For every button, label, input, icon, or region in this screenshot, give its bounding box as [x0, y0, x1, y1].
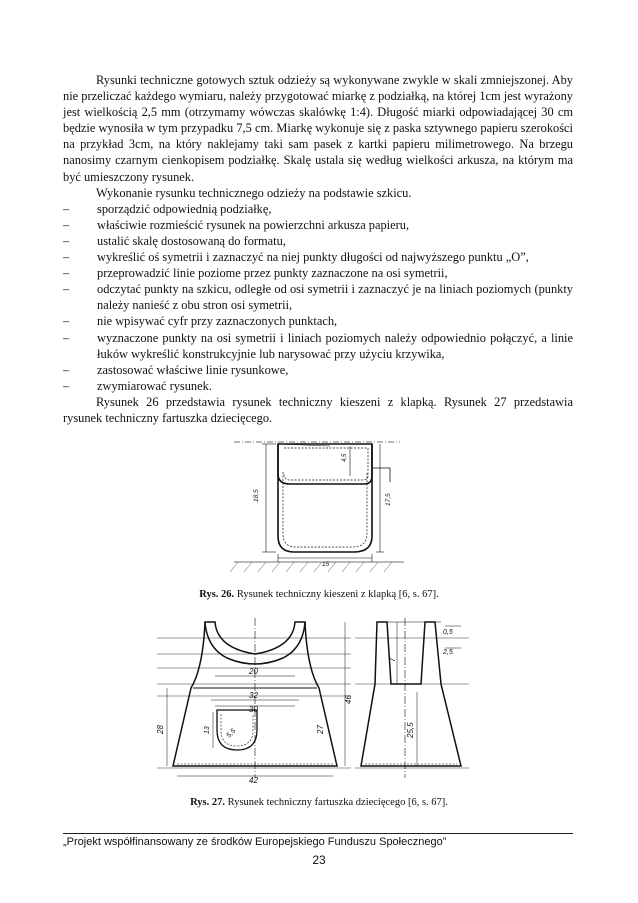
page-number: 23 [312, 853, 326, 867]
pocket-drawing [230, 432, 408, 580]
caption-label: Rys. 26. [199, 589, 235, 600]
list-item [63, 201, 573, 217]
dim-strap-b: 2,5 [443, 649, 453, 656]
list-item [63, 249, 573, 265]
list-item [63, 378, 573, 394]
list-dash: – [63, 362, 70, 377]
dim-bottom: 15 [322, 561, 330, 568]
list-dash: – [63, 250, 70, 265]
list-item [63, 362, 573, 378]
dim-back-side: 25,5 [406, 722, 415, 738]
list-item [63, 330, 573, 362]
procedure-list [63, 201, 573, 394]
body-text [63, 72, 573, 426]
list-item [63, 217, 573, 233]
paragraph-procedure-intro: Wykonanie rysunku technicznego odzieży na podstawie szkicu. [96, 185, 412, 200]
list-item-text: ustalić skalę dostosowaną do formatu, [97, 233, 286, 248]
figure-26-caption [0, 589, 638, 600]
list-dash: – [63, 282, 70, 297]
caption-label: Rys. 27. [190, 797, 225, 808]
caption-text: Rysunek techniczny fartuszka dziecięcego [6, s. 67]. [227, 797, 448, 808]
list-dash: – [63, 266, 70, 281]
list-item [63, 313, 573, 329]
dim-strap-a: 0,5 [443, 629, 453, 636]
list-dash: – [63, 217, 70, 232]
list-item-text: zwymiarować rysunek. [97, 378, 212, 393]
list-item-text: odczytać punkty na szkicu, odległe od osi symetrii i zaznaczyć je na liniach poziomych (punkty należy nanieść z obu stron osi symetrii, [97, 282, 573, 313]
dim-waist: 30 [249, 705, 258, 714]
list-dash: – [63, 330, 70, 345]
list-dash: – [63, 201, 70, 216]
dim-side: 28 [156, 725, 165, 734]
footer-text: „Projekt współfinansowany ze środków Europejskiego Funduszu Społecznego” [63, 836, 447, 848]
list-dash: – [63, 233, 70, 248]
dim-pocket-radius: 5,5 [225, 727, 238, 740]
dim-hem: 42 [249, 776, 258, 785]
list-item-text: wyznaczone punkty na osi symetrii i liniach poziomych należy odpowiednio połączyć, a linie łuków wykreślić konstrukcyjnie lub narysować przy użyciu krzywika, [97, 330, 573, 361]
dim-back-mid: 7 [388, 657, 397, 662]
list-item-text: przeprowadzić linie poziome przez punkty zaznaczone na osi symetrii, [97, 266, 448, 281]
apron-drawing [155, 618, 471, 785]
figure-27-caption [0, 797, 638, 808]
dim-height: 46 [344, 695, 353, 704]
list-item [63, 265, 573, 281]
dim-top: 4,5 [342, 453, 348, 462]
figure-27-apron-drawing [155, 618, 471, 785]
list-item [63, 281, 573, 313]
paragraph-scale: Rysunki techniczne gotowych sztuk odzieży są wykonywane zwykle w skali zmniejszonej. Aby nie przeliczać każdego wymiaru, należy przygotować miarkę z podziałką, na której 1cm jest wyrażony jest wielkością 2,5 mm (otrzymamy wówczas skalówkę 1:4). Długość miarki odpowiadającej 30 cm będzie wynosiła w tym przypadku 7,5 cm. Miarkę wykonuje się z paska sztywnego papieru szerokości na przykład 3cm, na który naklejamy taki sam pasek z kartki papieru milimetrowego. Na brzegu nanosimy czarnym cienkopisem podziałkę. Skalę ustala się według wielkości arkusza, na którym ma być umieszczony rysunek. [63, 73, 573, 184]
dim-neck: 20 [249, 667, 258, 676]
caption-text: Rysunek techniczny kieszeni z klapką [6, s. 67]. [236, 589, 439, 600]
list-item-text: zastosować właściwe linie rysunkowe, [97, 362, 289, 377]
figure-26-pocket-drawing [230, 432, 408, 580]
list-dash: – [63, 378, 70, 393]
dim-side-2: 27 [316, 725, 325, 734]
list-dash: – [63, 314, 70, 329]
dim-chest: 32 [249, 691, 258, 700]
list-item [63, 233, 573, 249]
list-item-text: wykreślić oś symetrii i zaznaczyć na niej punkty długości od najwyższego punktu „O”, [97, 250, 529, 265]
list-item-text: sporządzić odpowiednią podziałkę, [97, 201, 272, 216]
paragraph-figures-intro: Rysunek 26 przedstawia rysunek techniczny kieszeni z klapką. Rysunek 27 przedstawia rysunek techniczny fartuszka dziecięcego. [63, 394, 573, 425]
dim-right: 17,5 [385, 493, 392, 506]
dim-pocket-height: 13 [204, 726, 211, 734]
footer-divider [63, 833, 573, 834]
list-item-text: właściwie rozmieścić rysunek na powierzchni arkusza papieru, [97, 217, 410, 232]
dim-left: 18,5 [253, 489, 260, 502]
list-item-text: nie wpisywać cyfr przy zaznaczonych punktach, [97, 314, 338, 329]
